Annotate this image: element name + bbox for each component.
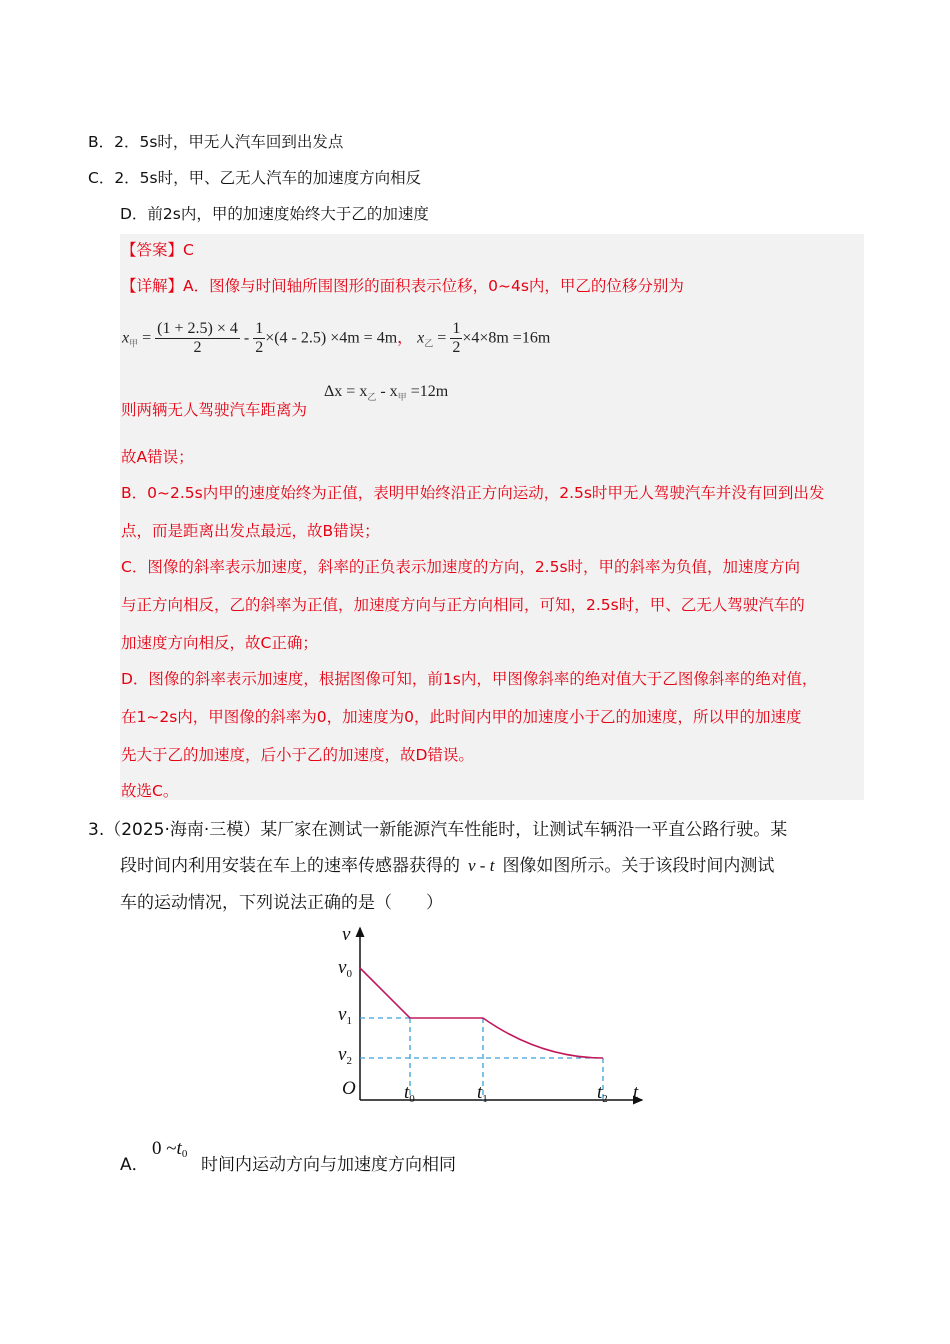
detail-label: 【详解】	[121, 277, 184, 295]
option-a-label: A．	[120, 1155, 149, 1175]
choose-c: 故选C。	[121, 782, 179, 800]
option-a-expression: 0 ~t0	[152, 1138, 188, 1160]
q3-line2: 段时间内利用安装在车上的速率传感器获得的 v - t 图像如图所示。关于该段时间内测试	[120, 856, 775, 876]
option-b-prev: B．2．5s时，甲无人汽车回到出发点	[88, 133, 344, 151]
t1-label: $t_1$	[477, 1082, 488, 1105]
v0-label: $v_0$	[338, 957, 352, 980]
detail-a-text: A．图像与时间轴所围图形的面积表示位移，0~4s内，甲乙的位移分别为	[183, 277, 684, 295]
d-line3: 先大于乙的加速度，后小于乙的加速度，故D错误。	[121, 746, 474, 764]
x-axis-label: t	[633, 1082, 639, 1103]
a-wrong: 故A错误；	[121, 448, 194, 466]
vt-graph	[330, 918, 650, 1108]
d-line1: D．图像的斜率表示加速度，根据图像可知，前1s内，甲图像斜率的绝对值大于乙图像斜率的绝对值，	[121, 670, 818, 688]
d-line2: 在1~2s内，甲图像的斜率为0，加速度为0，此时间内甲的加速度小于乙的加速度，所以甲的加速度	[121, 708, 802, 726]
detail-intro	[121, 274, 684, 296]
formula-displacements: $x_甲$ = $\frac{(1 + 2.5) \times 4}{2}$ - $\frac{1}{2}$ ×(4 - 2.5) ×4m = 4m， $x_乙$ = $\frac{1}{2}$ ×4×8m =16m	[122, 320, 551, 357]
b-line2: 点，而是距离出发点最远，故B错误；	[121, 522, 380, 540]
c-line1: C．图像的斜率表示加速度，斜率的正负表示加速度的方向，2.5s时，甲的斜率为负值，加速度方向	[121, 558, 801, 576]
formula-distance: $\Delta x = x_乙 - x_甲 =12m$	[324, 383, 449, 402]
vt-expression: v - t	[468, 856, 495, 875]
q3-line1: 3.（2025·海南·三模）某厂家在测试一新能源汽车性能时，让测试车辆沿一平直公路行驶。某	[88, 820, 788, 840]
origin-label: O	[342, 1078, 356, 1099]
v2-label: $v_2$	[338, 1044, 352, 1067]
y-axis-label: v	[342, 924, 351, 945]
velocity-curve	[360, 968, 603, 1058]
answer-label: 【答案】C	[121, 241, 194, 259]
c-line3: 加速度方向相反，故C正确；	[121, 634, 318, 652]
t0-label: $t_0$	[404, 1082, 415, 1105]
v1-label: $v_1$	[338, 1004, 352, 1027]
distance-text: 则两辆无人驾驶汽车距离为	[121, 401, 308, 419]
option-d-prev: D．前2s内，甲的加速度始终大于乙的加速度	[120, 205, 429, 223]
c-line2: 与正方向相反，乙的斜率为正值，加速度方向与正方向相同，可知，2.5s时，甲、乙无人驾驶汽车的	[121, 596, 805, 614]
q3-line3: 车的运动情况，下列说法正确的是（ ）	[120, 893, 443, 913]
option-c-prev: C．2．5s时，甲、乙无人汽车的加速度方向相反	[88, 169, 422, 187]
t2-label: $t_2$	[597, 1082, 608, 1105]
b-line1: B．0~2.5s内甲的速度始终为正值，表明甲始终沿正方向运动，2.5s时甲无人驾驶汽车并没有回到出发	[121, 484, 825, 502]
option-a-text: 时间内运动方向与加速度方向相同	[201, 1155, 456, 1175]
